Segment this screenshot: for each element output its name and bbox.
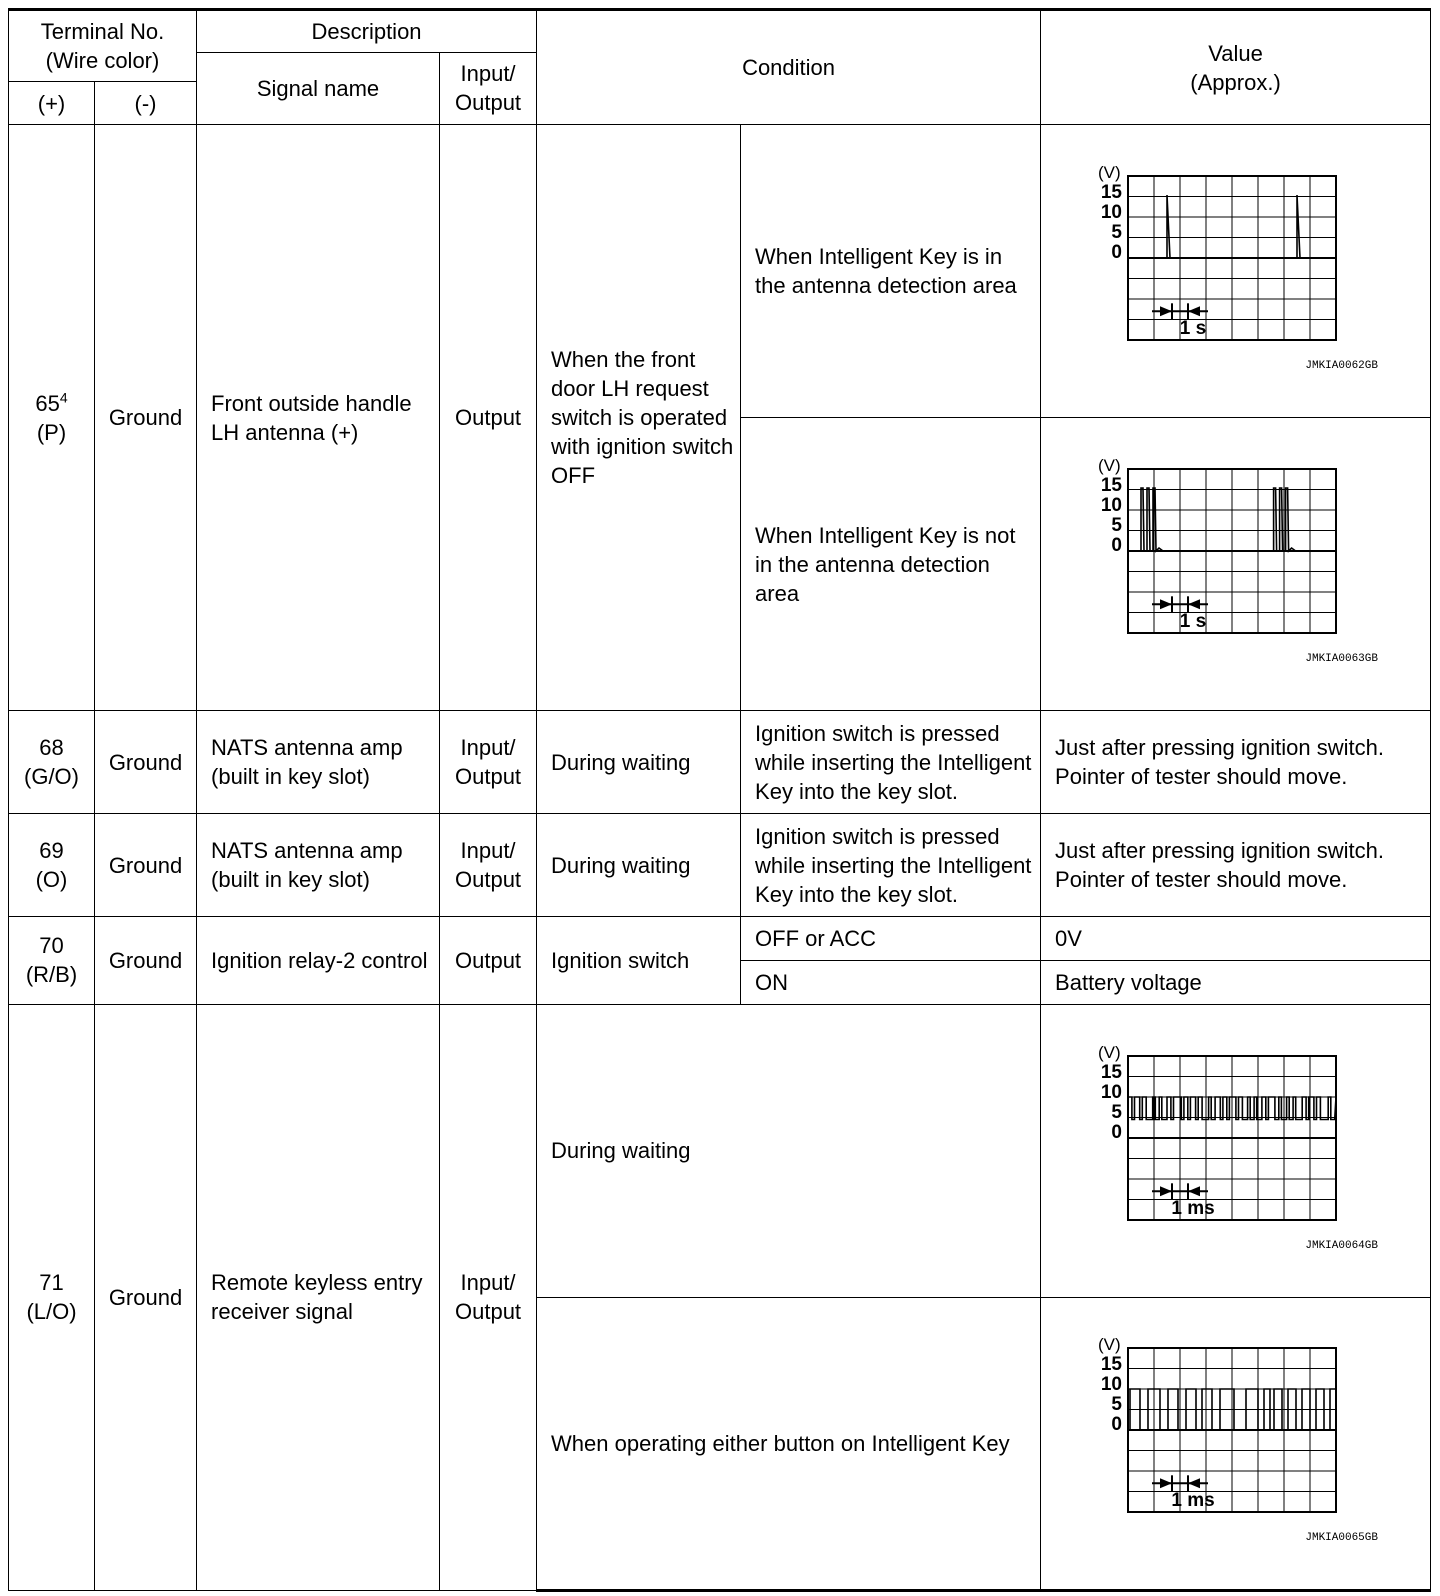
wire-color: (R/B) [25,962,78,988]
figure-code: JMKIA0063GB [1304,653,1378,666]
tick-label: 0 [1110,535,1122,557]
io-input: Input/ [460,1270,516,1296]
waveform-cell [1041,1004,1431,1297]
value-cell: Just after pressing ignition switch. Pointer of tester should move. [1041,814,1431,917]
terminal-number: 68 [39,735,64,761]
ground-cell: Ground [95,711,197,814]
table-row [9,1004,1431,1297]
tick-label: 5 [1110,222,1122,244]
io-cell: Output [440,917,537,1005]
waveform-graph [1046,1016,1426,1286]
time-scale-label: 1 s [1179,317,1206,339]
sub-condition-cell: ON [741,960,1041,1004]
sub-condition-cell: When Intelligent Key is not in the antenna detection area [741,418,1041,711]
waveform-graph [1046,429,1426,699]
terminal-number: 65 [35,390,60,416]
terminal-number: 71 [39,1270,64,1296]
wire-color: (G/O) [24,764,79,790]
waveform-cell [1041,125,1431,418]
header-condition: Condition [537,10,1041,125]
header-value: Value [1208,40,1263,66]
tick-label: 0 [1110,1414,1122,1436]
terminal-number: 69 [39,838,64,864]
io-output: Output [455,867,522,893]
header-approx: (Approx.) [1190,69,1281,95]
time-scale-label: 1 ms [1170,1490,1215,1512]
signal-name: NATS antenna amp (built in key slot) [197,711,440,814]
io-input: Input/ [460,735,516,761]
tick-label: 15 [1100,182,1122,204]
axis-unit-label: (V) [1097,1335,1121,1355]
figure-code: JMKIA0062GB [1304,360,1378,373]
signal-name: Ignition relay-2 control [197,917,440,1005]
io-cell: Output [440,125,537,711]
terminal-table [8,8,1431,1592]
tick-label: 15 [1100,1354,1122,1376]
header-minus: (-) [95,82,197,125]
signal-name: Remote keyless entry receiver signal [197,1004,440,1590]
sub-condition-cell: OFF or ACC [741,917,1041,961]
tick-label: 5 [1110,515,1122,537]
tick-label: 0 [1110,242,1122,264]
waveform-graph [1046,136,1426,406]
ground-cell: Ground [95,814,197,917]
axis-unit-label: (V) [1097,1042,1121,1062]
tick-label: 0 [1110,1121,1122,1143]
time-scale-label: 1 s [1179,611,1206,633]
sub-condition-cell: When Intelligent Key is in the antenna detection area [741,125,1041,418]
wire-color: (L/O) [26,1299,77,1325]
figure-code: JMKIA0065GB [1304,1532,1378,1545]
header-signal-name: Signal name [197,52,440,124]
tick-label: 10 [1100,202,1122,224]
wire-color: (P) [36,419,67,445]
table-row [9,917,1431,961]
table-row [9,125,1431,418]
condition-cell: During waiting [537,814,741,917]
ground-cell: Ground [95,125,197,711]
value-cell: 0V [1041,917,1431,961]
ground-cell: Ground [95,1004,197,1590]
wire-color: (O) [35,867,68,893]
tick-label: 5 [1110,1394,1122,1416]
io-output: Output [455,764,522,790]
table-row [9,814,1431,917]
signal-name: NATS antenna amp (built in key slot) [197,814,440,917]
waveform-cell [1041,418,1431,711]
value-cell: Battery voltage [1041,960,1431,1004]
tick-label: 15 [1100,1061,1122,1083]
io-output: Output [455,1299,522,1325]
tick-label: 10 [1100,1374,1122,1396]
sub-condition-cell: Ignition switch is pressed while inserting the Intelligent Key into the key slot. [741,711,1041,814]
condition-cell: During waiting [537,711,741,814]
value-cell: Just after pressing ignition switch. Pointer of tester should move. [1041,711,1431,814]
waveform-cell [1041,1297,1431,1590]
header-description: Description [197,10,537,53]
header-plus: (+) [9,82,95,125]
header-output: Output [455,90,522,116]
footnote-marker: 4 [59,389,68,406]
ground-cell: Ground [95,917,197,1005]
tick-label: 15 [1100,475,1122,497]
table-row [9,711,1431,814]
condition-cell: When operating either button on Intelligent Key [537,1297,1041,1590]
axis-unit-label: (V) [1097,456,1121,476]
figure-code: JMKIA0064GB [1304,1239,1378,1252]
signal-name: Front outside handle LH antenna (+) [197,125,440,711]
tick-label: 10 [1100,1081,1122,1103]
terminal-number: 70 [39,933,64,959]
tick-label: 5 [1110,1101,1122,1123]
waveform-graph [1046,1308,1426,1578]
condition-cell: During waiting [537,1004,1041,1297]
axis-unit-label: (V) [1097,163,1121,183]
header-wire-color: (Wire color) [45,48,160,74]
header-terminal-no: Terminal No. [40,19,165,45]
sub-condition-cell: Ignition switch is pressed while inserting the Intelligent Key into the key slot. [741,814,1041,917]
condition-cell: Ignition switch [537,917,741,1005]
time-scale-label: 1 ms [1170,1197,1215,1219]
tick-label: 10 [1100,495,1122,517]
io-input: Input/ [460,838,516,864]
header-input: Input/ [460,61,516,87]
condition-cell: When the front door LH request switch is operated with ignition switch OFF [537,125,741,711]
